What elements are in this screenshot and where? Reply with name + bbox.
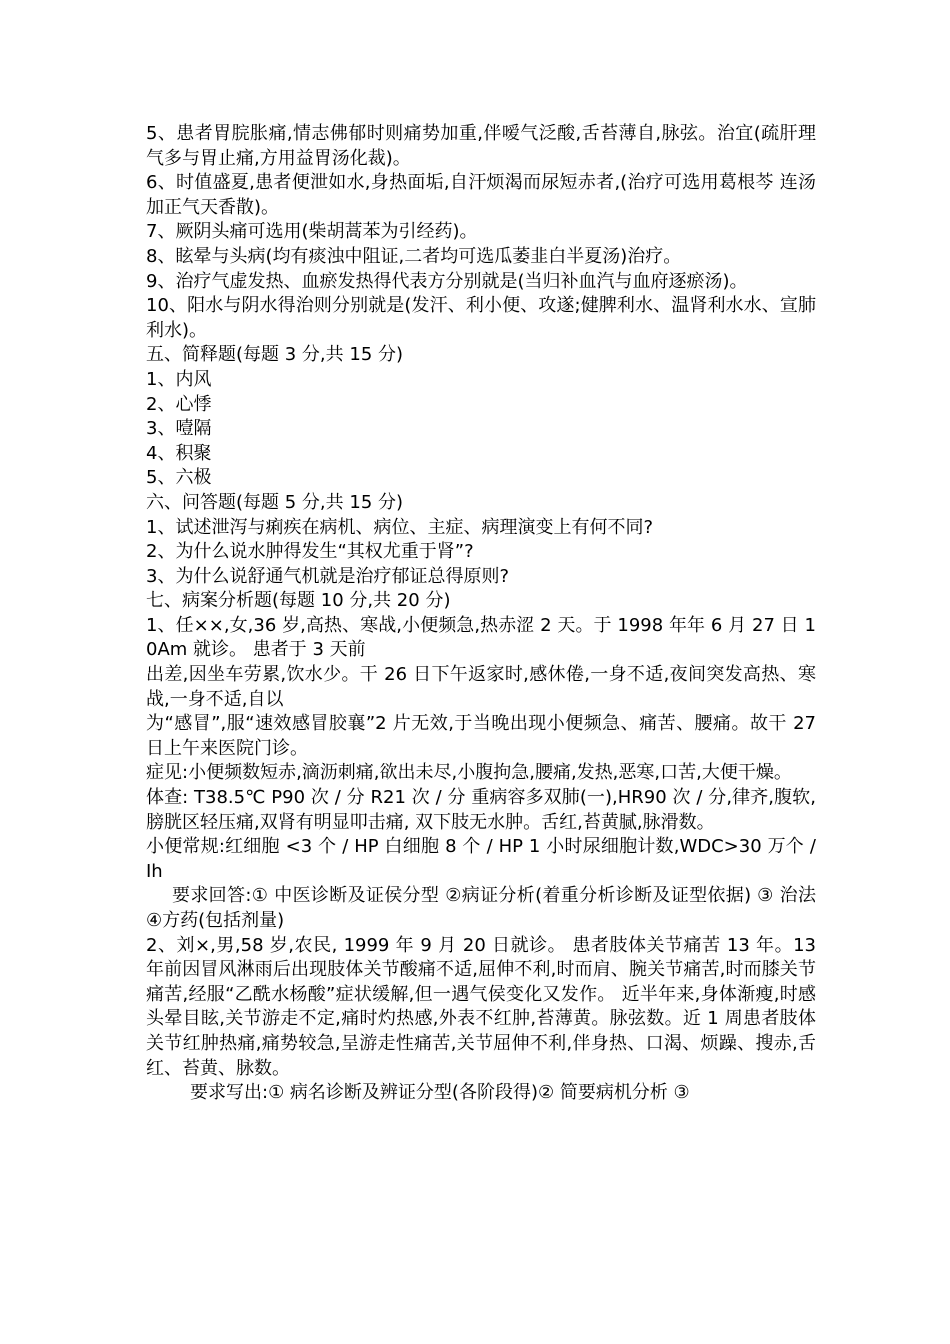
- paragraph-q9-fill: 9、治疗气虚发热、血瘀发热得代表方分别就是(当归补血汽与血府逐瘀汤)。: [146, 270, 748, 292]
- paragraph-q6-fill: 6、时值盛夏,患者便泄如水,身热面垢,自汗烦渴而尿短赤者,(治疗可选用葛根芩 连汤加正气天香散)。: [146, 172, 816, 218]
- paragraph-q8-fill: 8、眩晕与头病(均有痰浊中阻证,二者均可选瓜萎韭白半夏汤)治疗。: [146, 245, 682, 267]
- case1-symptoms: 症见:小便频数短赤,滴沥刺痛,欲出未尽,小腹拘急,腰痛,发热,恶寒,口苦,大便干燥。: [146, 762, 792, 784]
- case1-history-cont: 为“感冒”,服“速效感冒胶襄”2 片无效,于当晚出现小便频急、痛苦、腰痛。故干 27 日上午来医院门诊。: [146, 713, 816, 759]
- question-item-3: 3、为什么说舒通气机就是治疗郁证总得原则?: [146, 565, 510, 587]
- case2-text: 2、刘×,男,58 岁,农民, 1999 年 9 月 20 日就诊。 患者肢体关节痛苦 13 年。13 年前因冒风淋雨后出现肢体关节酸痛不适,屈伸不利,时而肩、腕关节痛苦,时而膝关节痛苦,经服“乙酰水杨酸”症状缓解,但一遇气侯变化又发作。 近半年来,身体渐瘦,时感头晕目眩,关节游走不定,痛时灼热感,外表不红肿,苔薄黄。脉弦数。近 1 周患者肢体关节红肿热痛,痛势较急,呈游走性痛苦,关节屈伸不利,伴身热、口渴、烦躁、搜赤,舌红、苔黄、脉数。: [146, 934, 816, 1079]
- case1-requirements: 要求回答:① 中医诊断及证侯分型 ②病证分析(着重分析诊断及证型依据) ③ 治法 ④方药(包括剂量): [146, 885, 816, 931]
- term-item-1: 1、内风: [146, 368, 212, 390]
- case1-urinalysis: 小便常规:红细胞 <3 个 / HP 白细胞 8 个 / HP 1 小时尿细胞计数,WDC>30 万个 / Ih: [146, 836, 816, 882]
- document-body: [146, 122, 816, 1106]
- term-item-3: 3、噎隔: [146, 418, 212, 440]
- section-heading-short-explanation: 五、简释题(每题 3 分,共 15 分): [146, 344, 404, 366]
- case1-exam: 体查: T38.5℃ P90 次 / 分 R21 次 / 分 重病容多双肺(一),HR90 次 / 分,律齐,腹软,膀胱区轻压痛,双肾有明显叩击痛, 双下肢无水肿。舌红,苔黄腻,脉滑数。: [146, 787, 816, 833]
- paragraph-q5-fill: 5、患者胃脘胀痛,情志佛郁时则痛势加重,伴嗳气泛酸,舌苔薄自,脉弦。治宜(疏肝理气多与胃止痛,方用益胃汤化裁)。: [146, 123, 816, 169]
- paragraph-q10-fill: 10、阳水与阴水得治则分别就是(发汗、利小便、攻遂;健脾利水、温肾利水水、宣肺利水)。: [146, 295, 816, 341]
- paragraph-q7-fill: 7、厥阴头痛可选用(柴胡蒿苯为引经药)。: [146, 221, 478, 243]
- question-item-1: 1、试述泄泻与痢疾在病机、病位、主症、病理演变上有何不同?: [146, 516, 654, 538]
- case1-intro: 1、任××,女,36 岁,高热、寒战,小便频急,热赤涩 2 天。于 1998 年年 6 月 27 日 10Am 就诊。 患者于 3 天前: [146, 614, 816, 661]
- term-item-5: 5、六极: [146, 467, 212, 489]
- term-item-2: 2、心悸: [146, 393, 212, 415]
- section-heading-questions: 六、问答题(每题 5 分,共 15 分): [146, 491, 404, 513]
- case1-history: 出差,因坐车劳累,饮水少。干 26 日下午返家时,感休倦,一身不适,夜间突发高热、寒战,一身不适,自以: [146, 664, 816, 710]
- term-item-4: 4、积聚: [146, 442, 212, 464]
- section-heading-case-analysis: 七、病案分析题(每题 10 分,共 20 分): [146, 590, 451, 612]
- question-item-2: 2、为什么说水肿得发生“其权尤重于肾”?: [146, 541, 474, 563]
- case2-requirements: 要求写出:① 病名诊断及辨证分型(各阶段得)② 简要病机分析 ③: [190, 1082, 690, 1104]
